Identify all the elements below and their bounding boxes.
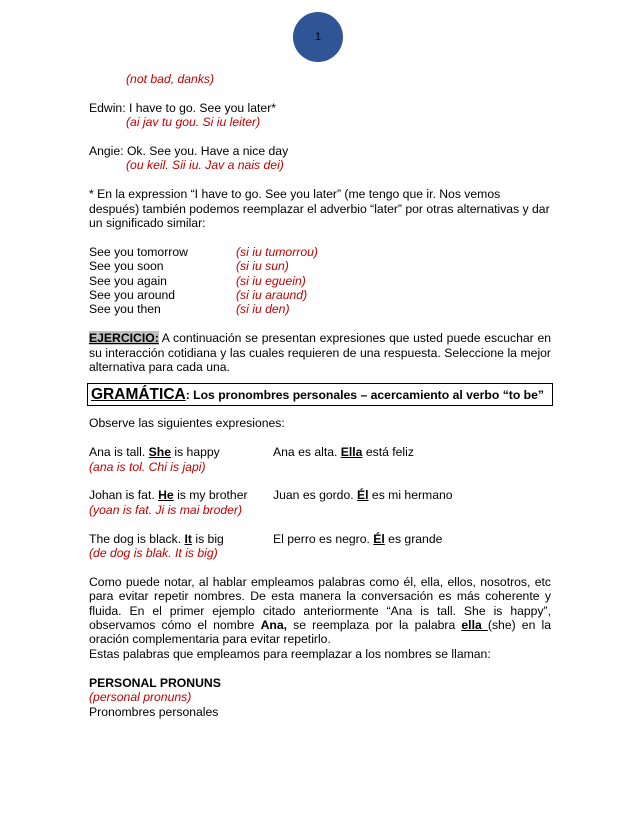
example-pron: (yoan is fat. Ji is mai broder) <box>89 502 243 517</box>
example-en-post: is my brother <box>173 488 248 503</box>
example-es <box>273 445 414 459</box>
alt-en: See you tomorrow <box>89 244 188 259</box>
example-es-pronoun: Él <box>373 531 385 546</box>
dialogue-line-2: Angie: Ok. See you. Have a nice day <box>89 144 289 158</box>
example-es-pronoun: Él <box>357 488 369 503</box>
grammar-title: GRAMÁTICA <box>91 386 186 404</box>
page-number-badge <box>293 12 343 62</box>
example-en-pre: Ana is tall. <box>89 445 149 460</box>
page-number: 1 <box>314 31 322 43</box>
example-es <box>273 488 453 502</box>
grammar-subtitle: : Los pronombres personales – acercamiento al verbo “to be” <box>185 388 545 403</box>
dialogue-pron-1: (ai jav tu gou. Si iu leiter) <box>126 115 261 130</box>
example-row <box>89 532 551 546</box>
list-item <box>89 259 551 273</box>
example-es-pre: Ana es alta. <box>273 445 341 460</box>
example-row <box>89 445 551 459</box>
dialogue-line-1: Edwin: I have to go. See you later* <box>89 100 276 115</box>
alt-en: See you then <box>89 302 161 317</box>
example-es <box>273 532 442 546</box>
example-en-pronoun: He <box>158 488 174 503</box>
explanation-text-3: (she) en la oración complementaria para evitar repetirlo. <box>89 618 551 647</box>
example-en-pre: Johan is fat. <box>89 488 159 503</box>
closing-text: Estas palabras que empleamos para reemplazar a los nombres se llaman: <box>89 646 491 661</box>
explanation-word: ella <box>461 618 488 633</box>
example-es-pronoun: Ella <box>340 445 363 460</box>
example-en-post: is big <box>191 531 224 546</box>
dialogue-pron-0: (not bad, danks) <box>126 72 215 86</box>
example-block <box>89 488 551 517</box>
explanation-name: Ana, <box>260 618 287 633</box>
alt-pron: (si iu araund) <box>236 288 308 303</box>
explanation-paragraph <box>89 575 551 647</box>
example-es-post: es mi hermano <box>368 488 453 503</box>
example-en-pronoun: It <box>184 531 192 546</box>
example-es-pre: Juan es gordo. <box>273 488 358 503</box>
ejercicio-label: EJERCICIO: <box>89 331 159 346</box>
note-paragraph: * En la expression “I have to go. See you later” (me tengo que ir. Nos vemos después) también podemos reemplazar el adverbio “later” por otras alternativas y dar un significado similar: <box>89 187 550 231</box>
observe-text: Observe las siguientes expresiones: <box>89 416 285 431</box>
alt-pron: (si iu sun) <box>236 259 289 274</box>
alt-en: See you around <box>89 288 176 303</box>
example-es-post: es grande <box>384 531 443 546</box>
example-en <box>89 488 273 502</box>
list-item <box>89 274 551 288</box>
document-body <box>89 72 551 719</box>
list-item <box>89 302 551 316</box>
example-en-pronoun: She <box>148 445 171 460</box>
example-es-post: está feliz <box>362 445 414 460</box>
example-block <box>89 445 551 474</box>
personal-pronouns-pron: (personal pronuns) <box>89 690 192 705</box>
ejercicio-paragraph <box>89 331 551 374</box>
list-item <box>89 288 551 302</box>
list-item <box>89 245 551 259</box>
alternatives-list <box>89 245 551 317</box>
example-en-post: is happy <box>170 445 220 460</box>
alt-pron: (si iu eguein) <box>236 273 306 288</box>
example-pron: (ana is tol. Chi is japi) <box>89 459 206 474</box>
alt-pron: (si iu den) <box>236 302 290 317</box>
example-en <box>89 532 273 546</box>
example-es-pre: El perro es negro. <box>273 531 374 546</box>
alt-en: See you again <box>89 273 167 288</box>
example-pron: (de dog is blak. It is big) <box>89 546 218 561</box>
explanation-text-2: se reemplaza por la palabra <box>287 618 462 633</box>
personal-pronouns-heading: PERSONAL PRONUNS <box>89 675 221 690</box>
example-row <box>89 488 551 502</box>
ejercicio-text: A continuación se presentan expresiones que usted puede escuchar en su interacción cotidiana y las cuales requieren de una respuesta. Seleccione la mejor alternativa para cada una. <box>89 331 551 375</box>
example-en <box>89 445 273 459</box>
personal-pronouns-spanish: Pronombres personales <box>89 704 219 719</box>
alt-pron: (si iu tumorrou) <box>236 244 318 259</box>
explanation-text-1: Como puede notar, al hablar empleamos palabras como él, ella, ellos, nosotros, etc para evitar repetir nombres. De esta manera la conversación es más coherente y fluida. En el primer ejemplo citado anteriormente “Ana is tall. She is happy”, observamos cómo el nombre <box>89 574 551 633</box>
grammar-heading-box <box>87 383 553 406</box>
example-en-pre: The dog is black. <box>89 531 185 546</box>
alt-en: See you soon <box>89 259 164 274</box>
dialogue-pron-2: (ou keil. Sii iu. Jav a nais dei) <box>126 158 284 173</box>
example-block <box>89 532 551 561</box>
